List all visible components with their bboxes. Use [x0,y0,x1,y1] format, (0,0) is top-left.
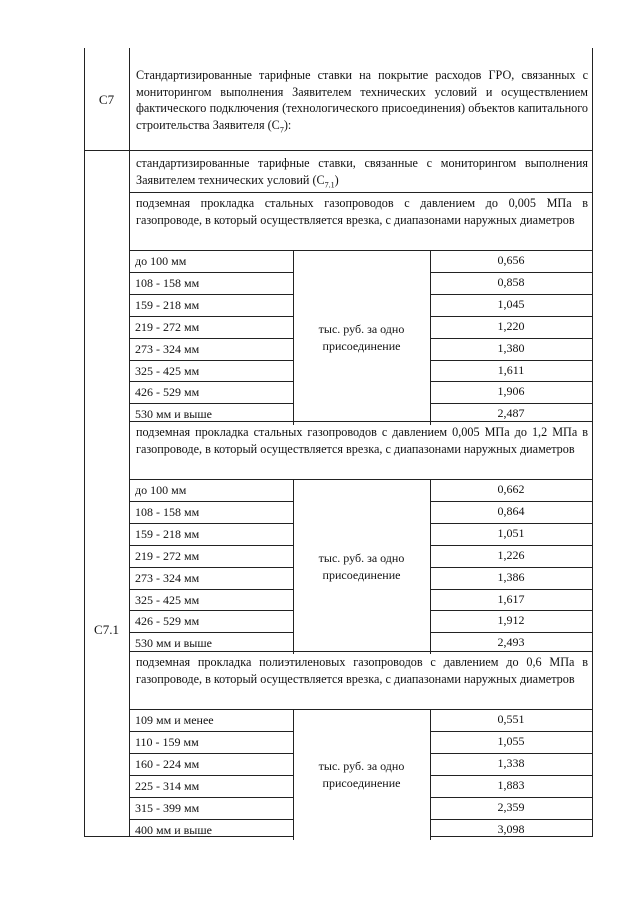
group-title: подземная прокладка полиэтиленовых газопроводов с давлением до 0,6 МПа в газопроводе, в который осуществляется врезка, с диапазонами наружных диаметров [136,655,588,686]
diameter-range-cell: 530 мм и выше [135,636,212,651]
value-column-rule [430,610,593,611]
value-column-rule [430,589,593,590]
value-column-rule [430,360,593,361]
value-column-rule [430,316,593,317]
tariff-value-cell: 1,045 [497,296,525,311]
tariff-value-cell: 1,617 [497,591,525,606]
tariff-value-cell: 2,359 [497,799,525,814]
diameter-range-cell: 315 - 399 мм [135,800,200,815]
section-c7-description: Стандартизированные тарифные ставки на покрытие расходов ГРО, связанных с мониторингом выполнения Заявителем технических условий и осуществлением фактического подключения (технологического присоединения) объектов капитального строительства Заявителя $(С_7)$: [136,68,588,134]
tariff-value-cell: 0,858 [497,274,525,289]
section-c71-intro: стандартизированные тарифные ставки, связанные с мониторингом выполнения Заявителем технических условий $(С_{7.1})$ [136,156,588,189]
tariff-value-cell: 1,912 [497,613,525,628]
tariff-value-cell: 0,551 [497,712,525,726]
tariff-value-cell: 0,656 [497,253,525,267]
tariff-value-cell: 0,662 [497,482,525,496]
tariff-value-cell: 3,098 [497,821,525,836]
value-column-rule [430,501,593,502]
value-column-rule [430,479,593,480]
group-title-top-rule [129,192,593,193]
diameter-range-cell: 426 - 529 мм [135,385,200,400]
unit-column-right-rule [430,479,431,654]
tariff-value-cell: 1,883 [497,777,525,792]
tariff-value-cell: 1,386 [497,569,525,584]
diameter-range-cell: 160 - 224 мм [135,756,200,771]
group-title: подземная прокладка стальных газопроводов с давлением 0,005 МПа до 1,2 МПа в газопроводе, в который осуществляется врезка, с диапазонами наружных диаметров [136,425,588,456]
diameter-range-cell: 325 - 425 мм [135,592,200,607]
table-left-border [84,48,85,836]
diameter-range-cell: 426 - 529 мм [135,614,200,629]
tariff-value-cell: 1,380 [497,340,525,355]
diameter-range-cell: до 100 мм [135,254,187,268]
tariff-value-cell: 1,226 [497,547,525,562]
value-column-rule [430,753,593,754]
value-column-rule [430,797,593,798]
tariff-value-cell: 1,611 [497,362,525,377]
value-column-rule [430,819,593,820]
unit-label: тыс. руб. за одно присоединение [318,758,405,790]
unit-column-right-rule [430,709,431,840]
value-column-rule [430,338,593,339]
unit-column-right-rule [430,250,431,425]
group-title-top-rule [129,421,593,422]
diameter-range-cell: 108 - 158 мм [135,504,200,519]
value-column-rule [430,709,593,710]
diameter-range-cell: до 100 мм [135,483,187,497]
code-column-divider [129,48,130,836]
tariff-value-cell: 2,493 [497,635,525,650]
tariff-value-cell: 1,055 [497,733,525,748]
value-column-rule [430,250,593,251]
value-column-rule [430,523,593,524]
table-right-border [592,48,593,836]
tariff-value-cell: 1,906 [497,384,525,399]
diameter-range-cell: 219 - 272 мм [135,319,200,334]
diameter-range-cell: 273 - 324 мм [135,341,200,356]
section-code-c7: С7 [98,92,115,107]
value-column-rule [430,775,593,776]
diameter-range-cell: 400 мм и выше [135,822,212,837]
value-column-rule [430,272,593,273]
tariff-value-cell: 0,864 [497,503,525,518]
value-column-rule [430,632,593,633]
diameter-range-cell: 110 - 159 мм [135,734,199,749]
diameter-range-cell: 530 мм и выше [135,407,212,422]
tariff-value-cell: 1,220 [497,318,525,333]
tariff-value-cell: 1,338 [497,755,525,770]
diameter-range-cell: 109 мм и менее [135,713,214,727]
diameter-range-cell: 225 - 314 мм [135,778,200,793]
c71-top-rule [84,150,593,151]
group-title: подземная прокладка стальных газопроводов с давлением до 0,005 МПа в газопроводе, в который осуществляется врезка, с диапазонами наружных диаметров [136,196,588,227]
value-column-rule [430,545,593,546]
unit-label: тыс. руб. за одно присоединение [318,321,405,353]
diameter-range-cell: 273 - 324 мм [135,570,200,585]
value-column-rule [430,567,593,568]
section-code-c71: С7.1 [94,622,119,637]
value-column-rule [430,381,593,382]
diameter-range-cell: 219 - 272 мм [135,548,200,563]
diameter-range-cell: 159 - 218 мм [135,297,200,312]
group-title-top-rule [129,651,593,652]
unit-label: тыс. руб. за одно присоединение [318,550,405,582]
tariff-value-cell: 2,487 [497,406,525,421]
diameter-range-cell: 108 - 158 мм [135,275,200,290]
value-column-rule [430,294,593,295]
diameter-range-cell: 159 - 218 мм [135,526,200,541]
value-column-rule [430,403,593,404]
diameter-range-cell: 325 - 425 мм [135,363,200,378]
value-column-rule [430,731,593,732]
tariff-value-cell: 1,051 [497,525,525,540]
